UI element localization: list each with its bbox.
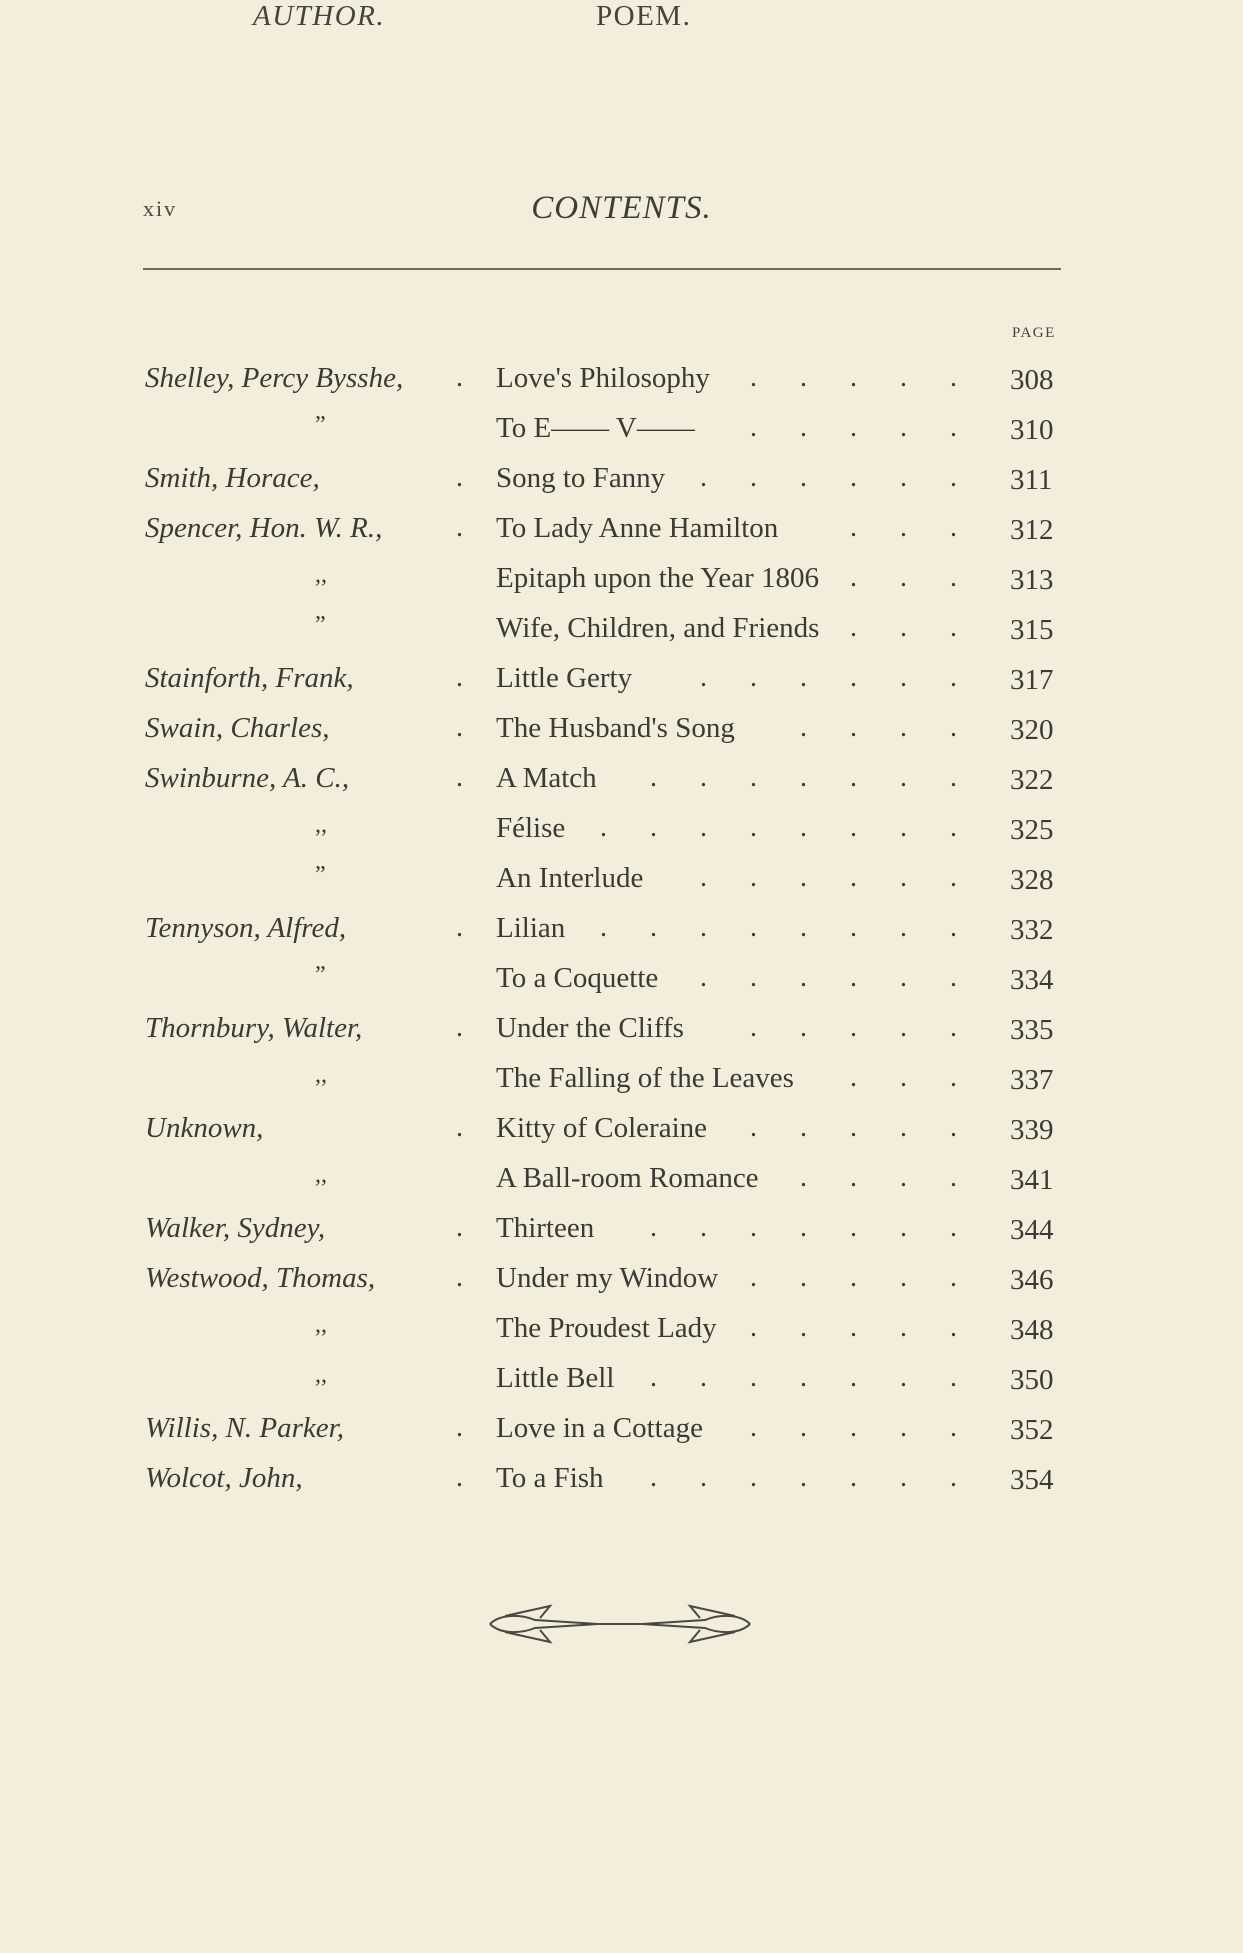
- leader-dot: .: [456, 1212, 463, 1243]
- contents-row: [0, 362, 1243, 412]
- contents-row: [0, 762, 1243, 812]
- leader-dot: .: [750, 1362, 757, 1393]
- leader-dot: .: [950, 862, 957, 893]
- poem-title: A Ball-room Romance: [496, 1162, 759, 1194]
- leader-dot: .: [750, 1112, 757, 1143]
- author-name: Thornbury, Walter,: [145, 1012, 363, 1044]
- poem-title: Little Bell: [496, 1362, 615, 1394]
- poem-title: An Interlude: [496, 862, 644, 894]
- page-number: 341: [1010, 1164, 1054, 1196]
- contents-row: [0, 1062, 1243, 1112]
- leader-dot: .: [650, 762, 657, 793]
- leader-dot: .: [456, 362, 463, 393]
- leader-dot: .: [456, 712, 463, 743]
- leader-dot: .: [750, 862, 757, 893]
- leader-dot: .: [850, 462, 857, 493]
- leader-dot: .: [800, 862, 807, 893]
- leader-dot: .: [950, 1262, 957, 1293]
- leader-dot: .: [950, 1062, 957, 1093]
- page-number: 335: [1010, 1014, 1054, 1046]
- leader-dot: .: [900, 762, 907, 793]
- author-name: ,,: [315, 1062, 327, 1088]
- leader-dot: .: [456, 462, 463, 493]
- leader-dot: .: [950, 712, 957, 743]
- poem-title: The Proudest Lady: [496, 1312, 717, 1344]
- leader-dot: .: [750, 412, 757, 443]
- page-number: 313: [1010, 564, 1054, 596]
- column-header-poem: POEM.: [596, 0, 692, 32]
- author-name: Walker, Sydney,: [145, 1212, 326, 1244]
- leader-dot: .: [800, 662, 807, 693]
- author-name: ”: [315, 612, 326, 638]
- leader-dot: .: [750, 1212, 757, 1243]
- author-name: ,,: [315, 812, 327, 838]
- poem-title: The Falling of the Leaves: [496, 1062, 794, 1094]
- leader-dot: .: [900, 612, 907, 643]
- leader-dot: .: [950, 912, 957, 943]
- leader-dot: .: [900, 1062, 907, 1093]
- leader-dot: .: [700, 812, 707, 843]
- page-folio: xiv: [143, 196, 178, 221]
- contents-row: [0, 912, 1243, 962]
- leader-dot: .: [800, 812, 807, 843]
- poem-title: Epitaph upon the Year 1806: [496, 562, 819, 594]
- author-name: Tennyson, Alfred,: [145, 912, 347, 944]
- leader-dot: .: [950, 762, 957, 793]
- leader-dot: .: [950, 1212, 957, 1243]
- contents-row: [0, 1412, 1243, 1462]
- contents-row: [0, 862, 1243, 912]
- page-number: 310: [1010, 414, 1054, 446]
- leader-dot: .: [850, 862, 857, 893]
- leader-dot: .: [850, 1012, 857, 1043]
- leader-dot: .: [700, 1212, 707, 1243]
- contents-row: [0, 1112, 1243, 1162]
- leader-dot: .: [850, 1362, 857, 1393]
- leader-dot: .: [750, 1012, 757, 1043]
- contents-row: [0, 412, 1243, 462]
- leader-dot: .: [750, 662, 757, 693]
- author-name: Westwood, Thomas,: [145, 1262, 376, 1294]
- leader-dot: .: [900, 1312, 907, 1343]
- leader-dot: .: [850, 962, 857, 993]
- leader-dot: .: [850, 512, 857, 543]
- author-name: Shelley, Percy Bysshe,: [145, 362, 404, 394]
- leader-dot: .: [900, 962, 907, 993]
- contents-row: [0, 562, 1243, 612]
- leader-dot: .: [650, 1212, 657, 1243]
- leader-dot: .: [850, 1212, 857, 1243]
- leader-dot: .: [700, 662, 707, 693]
- leader-dot: .: [600, 812, 607, 843]
- leader-dot: .: [456, 1012, 463, 1043]
- page-number: 354: [1010, 1464, 1054, 1496]
- leader-dot: .: [850, 1112, 857, 1143]
- poem-title: To a Coquette: [496, 962, 659, 994]
- leader-dot: .: [850, 912, 857, 943]
- author-name: ,,: [315, 562, 327, 588]
- leader-dot: .: [950, 1012, 957, 1043]
- page-number: 346: [1010, 1264, 1054, 1296]
- poem-title: Wife, Children, and Friends: [496, 612, 820, 644]
- leader-dot: .: [456, 912, 463, 943]
- page-number: 350: [1010, 1364, 1054, 1396]
- contents-row: [0, 812, 1243, 862]
- leader-dot: .: [700, 462, 707, 493]
- leader-dot: .: [900, 1462, 907, 1493]
- leader-dot: .: [750, 1312, 757, 1343]
- leader-dot: .: [850, 762, 857, 793]
- leader-dot: .: [800, 962, 807, 993]
- leader-dot: .: [900, 462, 907, 493]
- poem-title: A Match: [496, 762, 597, 794]
- tailpiece-ornament-icon: [480, 1602, 760, 1646]
- leader-dot: .: [700, 762, 707, 793]
- poem-title: Félise: [496, 812, 566, 844]
- leader-dot: .: [950, 812, 957, 843]
- page-number: 334: [1010, 964, 1054, 996]
- leader-dot: .: [800, 462, 807, 493]
- leader-dot: .: [950, 1162, 957, 1193]
- author-name: Willis, N. Parker,: [145, 1412, 344, 1444]
- page-number: 312: [1010, 514, 1054, 546]
- author-name: ”: [315, 862, 326, 888]
- leader-dot: .: [950, 462, 957, 493]
- leader-dot: .: [800, 1312, 807, 1343]
- leader-dot: .: [456, 1262, 463, 1293]
- leader-dot: .: [900, 562, 907, 593]
- page-number: 322: [1010, 764, 1054, 796]
- leader-dot: .: [700, 1462, 707, 1493]
- leader-dot: .: [900, 1162, 907, 1193]
- page-title: CONTENTS.: [531, 190, 712, 226]
- author-name: Smith, Horace,: [145, 462, 320, 494]
- poem-title: Under my Window: [496, 1262, 719, 1294]
- leader-dot: .: [900, 1262, 907, 1293]
- leader-dot: .: [950, 962, 957, 993]
- leader-dot: .: [950, 612, 957, 643]
- leader-dot: .: [750, 462, 757, 493]
- leader-dot: .: [800, 712, 807, 743]
- leader-dot: .: [850, 1462, 857, 1493]
- leader-dot: .: [750, 1462, 757, 1493]
- column-header-page: PAGE: [1012, 325, 1056, 341]
- leader-dot: .: [900, 1012, 907, 1043]
- leader-dot: .: [850, 412, 857, 443]
- contents-row: [0, 712, 1243, 762]
- leader-dot: .: [650, 1362, 657, 1393]
- leader-dot: .: [900, 712, 907, 743]
- leader-dot: .: [900, 1362, 907, 1393]
- leader-dot: .: [456, 1462, 463, 1493]
- leader-dot: .: [750, 1262, 757, 1293]
- leader-dot: .: [950, 1362, 957, 1393]
- author-name: Swinburne, A. C.,: [145, 762, 350, 794]
- page-number: 344: [1010, 1214, 1054, 1246]
- author-name: ”: [315, 412, 326, 438]
- leader-dot: .: [900, 912, 907, 943]
- leader-dot: .: [900, 862, 907, 893]
- page-number: 348: [1010, 1314, 1054, 1346]
- page-number: 339: [1010, 1114, 1054, 1146]
- contents-row: [0, 1462, 1243, 1512]
- author-name: ,,: [315, 1162, 327, 1188]
- author-name: Wolcot, John,: [145, 1462, 303, 1494]
- contents-row: [0, 1012, 1243, 1062]
- poem-title: Song to Fanny: [496, 462, 666, 494]
- page-number: 320: [1010, 714, 1054, 746]
- contents-row: [0, 662, 1243, 712]
- leader-dot: .: [600, 912, 607, 943]
- poem-title: Love in a Cottage: [496, 1412, 703, 1444]
- leader-dot: .: [950, 362, 957, 393]
- leader-dot: .: [800, 412, 807, 443]
- leader-dot: .: [950, 1312, 957, 1343]
- leader-dot: .: [750, 362, 757, 393]
- author-name: Unknown,: [145, 1112, 264, 1144]
- leader-dot: .: [650, 812, 657, 843]
- leader-dot: .: [850, 1062, 857, 1093]
- column-header-author: AUTHOR.: [253, 0, 386, 32]
- leader-dot: .: [850, 362, 857, 393]
- leader-dot: .: [456, 1412, 463, 1443]
- poem-title: Love's Philosophy: [496, 362, 710, 394]
- leader-dot: .: [900, 512, 907, 543]
- leader-dot: .: [456, 512, 463, 543]
- leader-dot: .: [950, 562, 957, 593]
- leader-dot: .: [850, 612, 857, 643]
- leader-dot: .: [900, 812, 907, 843]
- leader-dot: .: [900, 412, 907, 443]
- leader-dot: .: [700, 862, 707, 893]
- leader-dot: .: [850, 562, 857, 593]
- contents-row: [0, 512, 1243, 562]
- leader-dot: .: [750, 912, 757, 943]
- poem-title: The Husband's Song: [496, 712, 735, 744]
- leader-dot: .: [456, 762, 463, 793]
- leader-dot: .: [950, 662, 957, 693]
- leader-dot: .: [950, 1112, 957, 1143]
- leader-dot: .: [800, 912, 807, 943]
- leader-dot: .: [750, 1412, 757, 1443]
- poem-title: Under the Cliffs: [496, 1012, 684, 1044]
- leader-dot: .: [650, 1462, 657, 1493]
- contents-list: [0, 362, 1243, 1512]
- leader-dot: .: [800, 762, 807, 793]
- leader-dot: .: [700, 912, 707, 943]
- page-number: 317: [1010, 664, 1054, 696]
- leader-dot: .: [800, 1262, 807, 1293]
- leader-dot: .: [950, 512, 957, 543]
- leader-dot: .: [800, 1412, 807, 1443]
- leader-dot: .: [850, 812, 857, 843]
- leader-dot: .: [850, 662, 857, 693]
- page-number: 311: [1010, 464, 1053, 496]
- leader-dot: .: [700, 1362, 707, 1393]
- leader-dot: .: [456, 1112, 463, 1143]
- leader-dot: .: [900, 362, 907, 393]
- author-name: Spencer, Hon. W. R.,: [145, 512, 383, 544]
- contents-row: [0, 612, 1243, 662]
- poem-title: To Lady Anne Hamilton: [496, 512, 779, 544]
- author-name: ”: [315, 962, 326, 988]
- leader-dot: .: [456, 662, 463, 693]
- leader-dot: .: [950, 1412, 957, 1443]
- author-name: Stainforth, Frank,: [145, 662, 354, 694]
- leader-dot: .: [900, 1112, 907, 1143]
- contents-row: [0, 1262, 1243, 1312]
- author-name: ,,: [315, 1312, 327, 1338]
- page-number: 325: [1010, 814, 1054, 846]
- page-number: 337: [1010, 1064, 1054, 1096]
- poem-title: Lilian: [496, 912, 566, 944]
- leader-dot: .: [850, 1262, 857, 1293]
- leader-dot: .: [800, 1162, 807, 1193]
- contents-row: [0, 1212, 1243, 1262]
- leader-dot: .: [950, 412, 957, 443]
- leader-dot: .: [850, 1312, 857, 1343]
- leader-dot: .: [650, 912, 657, 943]
- leader-dot: .: [850, 1162, 857, 1193]
- leader-dot: .: [900, 1412, 907, 1443]
- leader-dot: .: [850, 712, 857, 743]
- contents-row: [0, 1362, 1243, 1412]
- leader-dot: .: [800, 362, 807, 393]
- leader-dot: .: [750, 762, 757, 793]
- poem-title: To E—— V——: [496, 412, 695, 444]
- page-number: 332: [1010, 914, 1054, 946]
- contents-row: [0, 462, 1243, 512]
- poem-title: Kitty of Coleraine: [496, 1112, 708, 1144]
- page-number: 308: [1010, 364, 1054, 396]
- contents-row: [0, 962, 1243, 1012]
- poem-title: Thirteen: [496, 1212, 595, 1244]
- contents-row: [0, 1312, 1243, 1362]
- contents-row: [0, 1162, 1243, 1212]
- poem-title: To a Fish: [496, 1462, 604, 1494]
- leader-dot: .: [850, 1412, 857, 1443]
- leader-dot: .: [900, 662, 907, 693]
- author-name: ,,: [315, 1362, 327, 1388]
- leader-dot: .: [750, 812, 757, 843]
- leader-dot: .: [750, 962, 757, 993]
- author-name: Swain, Charles,: [145, 712, 330, 744]
- leader-dot: .: [700, 962, 707, 993]
- header-rule: [143, 268, 1061, 270]
- leader-dot: .: [800, 1212, 807, 1243]
- leader-dot: .: [800, 1462, 807, 1493]
- leader-dot: .: [800, 1362, 807, 1393]
- leader-dot: .: [800, 1112, 807, 1143]
- leader-dot: .: [950, 1462, 957, 1493]
- poem-title: Little Gerty: [496, 662, 633, 694]
- page-number: 352: [1010, 1414, 1054, 1446]
- page-number: 328: [1010, 864, 1054, 896]
- leader-dot: .: [800, 1012, 807, 1043]
- leader-dot: .: [900, 1212, 907, 1243]
- page-number: 315: [1010, 614, 1054, 646]
